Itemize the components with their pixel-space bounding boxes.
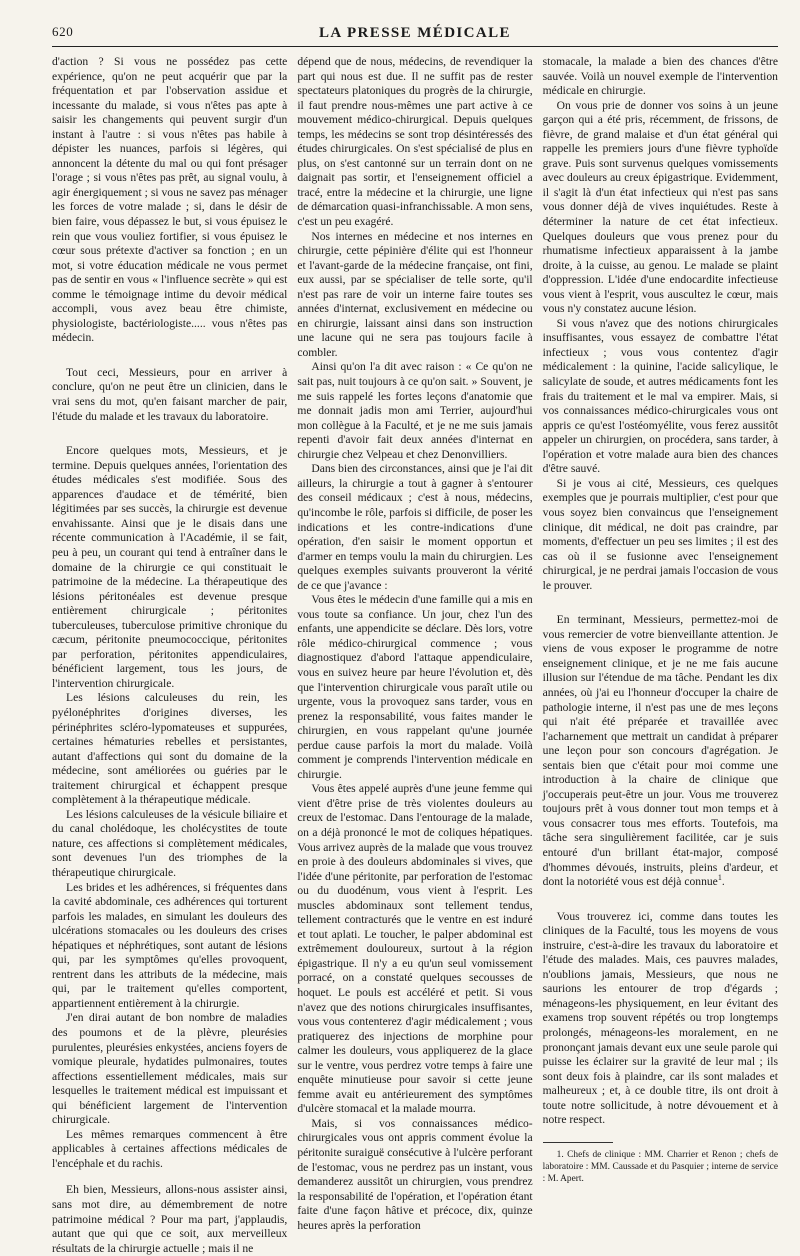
column-left bbox=[52, 55, 287, 1256]
paragraph-text: d'action ? Si vous ne possédez pas cette expérience, qu'on ne peut acquérir que par la fréquentation et par l'observation assidue et incessante du malade, si vous n'êtes pas apte à saisir les changements qui peuvent surgir d'un instant à l'autre : si vous n'êtes pas habile à dépister les nuances, parfois si légères, qui annoncent la détente du mal ou qui font présager l'orage ; si vous n'êtes pas prêt, au signal voulu, à agir énergiquement ; si vous ne savez pas ménager les forces de votre malade ; si, dans le désir de bien faire, vous dépassez le but, si vous épuisez le rein que vous vouliez fortifier, si vous épuisez le cœur sous prétexte d'activer sa fonction ; en un mot, si votre éducation médicale ne vous permet pas de sentir en vous « l'influence secrète » qui est comme le témoignage intime du devoir médical accompli, vous avez beau être chimiste, physiologiste, bactériologiste..... vous n'êtes pas médecin. bbox=[52, 55, 288, 345]
paragraph-text: dépend que de nous, médecins, de revendiquer la part qui nous est due. Il ne suffit pas de rester spectateurs platoniques du progrès de la chirurgie, il faut prendre nous-mêmes une part active à ce mouvement médico-chirurgical. Depuis quelques temps, les médecins se sont trop désintéressés des études chirurgicales. On s'est spécialisé de plus en plus, on s'est cantonné sur un terrain dont on ne daignait pas sortir, et l'enseignement officiel a tracé, entre la médecine et la chirurgie, une ligne de démarcation quasi-infranchissable. A mon sens, c'est un peu exagéré. bbox=[297, 55, 533, 229]
paragraph bbox=[297, 230, 532, 361]
paragraph-text: Tout ceci, Messieurs, pour en arriver à conclure, qu'on ne peut être un clinicien, dans le vrai sens du mot, qu'en faisant marcher de pair, l'étude du malade et les travaux du laboratoire. bbox=[52, 365, 288, 423]
page-number: 620 bbox=[52, 24, 74, 39]
article-columns bbox=[52, 55, 778, 1256]
paragraph bbox=[543, 55, 778, 99]
paragraph bbox=[297, 360, 532, 462]
column-right bbox=[543, 55, 778, 1256]
paragraph-text: Les mêmes remarques commencent à être applicables à certaines affections médicales de l'encéphale et du rachis. bbox=[52, 1127, 288, 1170]
paragraph bbox=[543, 477, 778, 593]
paragraph bbox=[52, 691, 287, 807]
paragraph-text: Vous êtes appelé auprès d'une jeune femme qui vient d'être prise de très violentes douleurs au creux de l'estomac. Dans l'entourage de la malade, on a déjà prononcé le mot de coliques hépatiques. Vous arrivez auprès de la malade que vous trouvez en proie à des douleurs abdominales si vives, que l'idée d'une péritonite, par perforation de l'estomac ou du duodénum, vous vient à l'esprit. Les muscles abdominaux sont tellement tendus, tellement contracturés que le ventre en est induré et tout aplati. Le toucher, le palper abdominal est extrêmement douloureux, surtout à la région épigastrique. Il n'y a eu qu'un seul vomissement porracé, on a constaté quelques secousses de hoquet. Le pouls est accéléré et petit. Si vous n'avez que des notions chirurgicales insuffisantes, vous vous contenterez d'agir médicalement ; vous pratiquerez des injections de morphine pour calmer les douleurs, vous appliquerez de la glace sur le ventre, vous perdrez votre temps à faire une enquête minutieuse pour savoir si cette jeune femme avait eu antérieurement des symptômes d'ulcère stomacal et la malade mourra. bbox=[297, 782, 533, 1116]
footnote-rule bbox=[543, 1142, 613, 1143]
paragraph: En terminant, Messieurs, permettez-moi de vous remercier de votre bienveillante attention. Je viens de vous exposer le programme de notre enseignement clinique, et je ne me fais aucune illusion sur l'étendue de ma tâche. Pendant les dix années, où j'ai eu l'honneur d'occuper la chaire de pathologie interne, il n'est pas une de mes leçons qui n'ait été préparée et travaillée avec l'acharnement que mettrait un candidat à préparer une leçon pour son concours d'agrégation. Je sentais bien que c'était pour moi comme une introduction à la chaire de clinique que j'occuperais peut-être un jour. Vous me trouverez toujours prêt à vous donner tout mon temps et à vous consacrer tous mes efforts. Toutefois, ma tâche sera singulièrement facilitée, car je suis entouré d'un brillant état-major, composé d'hommes dévoués, instruits, pleins d'ardeur, et dont la notoriété vous est déjà connue$^1$. bbox=[542, 613, 778, 889]
paragraph-text: Vous trouverez ici, comme dans toutes les cliniques de la Faculté, tous les moyens de vous instruire, c'est-à-dire les travaux du laboratoire et l'étude des malades. Mais, ces pauvres malades, n'oublions jamais, Messieurs, que nous ne saurions les entourer de trop d'égards ; ménageons-les physiquement, en leur évitant des examens trop souvent répétés ou trop longtemps prolongés, ménageons-les moralement, en ne prononçant jamais devant eux une seule parole qui puisse les éclairer sur la gravité de leur mal ; ils sont deux fois à plaindre, car ils sont malades et malheureux ; et, à ce double titre, ils ont droit à toute notre sollicitude, à notre dévouement et à notre respect. bbox=[542, 909, 778, 1127]
paragraph bbox=[543, 910, 778, 1128]
paragraph-text: En terminant, Messieurs, permettez-moi de vous remercier de votre bienveillante attention. Je viens de vous exposer le programme de notre enseignement clinique, et je ne me fais aucune illusion sur l'étendue de ma tâche. Pendant les dix années, où j'ai eu l'honneur d'occuper la chaire de pathologie interne, il n'est pas une de mes leçons qui n'ait été préparée et travaillée avec l'acharnement que mettrait un candidat à préparer une leçon pour son concours d'agrégation. Je sentais bien que c'était pour moi comme une introduction à la chaire de clinique que j'occuperais peut-être un jour. Vous me trouverez toujours prêt à vous donner tout mon temps et à vous consacrer tous mes efforts. Toutefois, ma tâche sera singulièrement facilitée, car je suis entouré d'un brillant état-major, composé d'hommes dévoués, instruits, pleins d'ardeur, et dont la notoriété vous est déjà connue bbox=[542, 613, 778, 889]
paragraph-text: stomacale, la malade a bien des chances d'être sauvée. Voilà un nouvel exemple de l'intervention médicale en chirurgie. bbox=[542, 55, 778, 98]
paragraph bbox=[543, 99, 778, 317]
paragraph-text: Dans bien des circonstances, ainsi que je l'ai dit ailleurs, la chirurgie a tout à gagner à s'entourer des conseil médicaux ; c'est à nous, médecins, qu'incombe le rôle, parfois si difficile, de poser les indications et les contre-indications d'une opération, d'en saisir le moment opportun et d'armer en temps voulu la main du chirurgien. Les quelques exemples suivants prouveront la vérité de ce que j'avance : bbox=[297, 462, 533, 592]
paragraph-text: Nos internes en médecine et nos internes en chirurgie, cette pépinière d'élite qui est l'honneur et l'avant-garde de la médecine française, ont fini, eux aussi, par se spécialiser de telle sorte, qu'il n'est pas rare de voir un interne faire toutes ses années d'internat, exclusivement en médecine ou en chirurgie, laissant ainsi dans son instruction une lacune qui ne sera pas toujours facile à combler. bbox=[297, 229, 533, 359]
paragraph-text: J'en dirai autant de bon nombre de maladies des poumons et de la plèvre, pleurésies purulentes, pleurésies enkystées, anciens foyers de vomique pleurale, hydatides pulmonaires, toutes affections essentiellement médicales, mais sur lesquelles le traitement médical est impuissant et qui bénéficient largement de l'intervention chirurgicale. bbox=[52, 1011, 288, 1127]
header-rule bbox=[52, 46, 778, 47]
paragraph bbox=[297, 1117, 532, 1233]
paragraph bbox=[297, 55, 532, 230]
paragraph-text: On vous prie de donner vos soins à un jeune garçon qui a été pris, récemment, de frissons, de fièvre, de grand malaise et d'un état général qui rappelle les premiers jours d'une fièvre typhoïde grave. Puis sont survenus quelques vomissements avec douleurs au creux épigastrique. Evidemment, il s'agit là d'un état infectieux qui n'est pas sans vous donner déjà de vives inquiétudes. Reste à déterminer la nature de cet état infectieux. Quelques douleurs que vous prenez pour du rhumatisme infectieux apparaissent à la jambe droite, à la cuisse, au genou. Le malade se plaint d'oppression. L'idée d'une endocardite infectieuse vous vient à l'esprit, vous auscultez le cœur, mais vous n'y constatez aucune lésion. bbox=[542, 98, 778, 316]
paragraph-text: Les lésions calculeuses de la vésicule biliaire et du canal cholédoque, les cholécystites de toute nature, ces affections si complètement médicales, sont devenues l'un des triomphes de la thérapeutique chirurgicale. bbox=[52, 807, 288, 879]
footnote: 1. Chefs de clinique : MM. Charrier et Renon ; chefs de laboratoire : MM. Caussade et du Pasquier ; interne de service : M. Apert. bbox=[542, 1149, 778, 1184]
paragraph bbox=[52, 366, 287, 424]
paragraph bbox=[52, 881, 287, 1012]
page-header bbox=[52, 20, 778, 42]
paragraph bbox=[52, 1011, 287, 1127]
paragraph-text: Vous êtes le médecin d'une famille qui a mis en vous toute sa confiance. Un jour, chez l'un des enfants, une appendicite se déclare. Dès lors, votre rôle médico-chirurgical commence ; vous diagnostiquez d'abord l'attaque appendiculaire, vous en suivez heure par heure l'évolution et, dès que l'intervention chirurgicale vous paraît utile ou urgente, vous la provoquez sans tarder, vous en prenez la responsabilité, vous faites mander le chirurgien, en vous rappelant qu'une journée perdue cause parfois la mort du malade. Voilà comment je comprends l'intervention médicale en chirurgie. bbox=[297, 593, 533, 781]
paragraph-text: Encore quelques mots, Messieurs, et je termine. Depuis quelques années, l'orientation des études médicales s'est modifiée. Sous des apparences d'audace et de témérité, bien légitimées par ses succès, la chirurgie est devenue envahissante. Ainsi que je le disais dans une récente communication à l'Académie, il se fait, peu à peu, un courant qui tend à entraîner dans le domaine de la chirurgie ce qui constituait le patrimoine de la médecine. La thérapeutique des lésions péritonéales est devenue presque entièrement chirurgicale ; péritonites tuberculeuses, tuberculose primitive chronique du cæcum, péritonite pneumococcique, péritonites par perforation, péritonites appendiculaires, bénéficient largement, tous les jours, de l'intervention chirurgicale. bbox=[52, 444, 288, 690]
paragraph-text: Les lésions calculeuses du rein, les pyélonéphrites d'origines diverses, les périnéphrites scléro-lypomateuses et suppurées, certaines hématuries rebelles et persistantes, autant d'affections qui sont du domaine de la médecine, sont améliorées ou guéries par le traitement chirurgical et échappent presque complètement à la thérapeutique médicale. bbox=[52, 691, 288, 807]
footnote-marker[interactable]: 1 bbox=[717, 873, 722, 883]
paragraph-text: Eh bien, Messieurs, allons-nous assister ainsi, sans mot dire, au démembrement de notre patrimoine médical ? Pour ma part, j'applaudis, autant que qui que ce soit, aux merveilleux résultats de la chirurgie actuelle ; mais il ne bbox=[52, 1183, 288, 1255]
paragraph-text: Si vous n'avez que des notions chirurgicales insuffisantes, vous essayez de combattre l'état infectieux ; vous vous contentez d'agir médicalement : la quinine, l'acide salicylique, le salicylate de soude, et autres médicaments font les frais du traitement et le mal va empirer. Mais, si vos connaissances médico-chirurgicales vous ont appris ce qu'est l'ostéomyélite, vous ferez aussitôt appeler un chirurgien, on procédera, sans tarder, à l'opération et votre malade aura bien des chances d'être sauvé. bbox=[542, 316, 778, 476]
paragraph-text: Ainsi qu'on l'a dit avec raison : « Ce qu'on ne sait pas, nuit toujours à ce qu'on sait. » Souvent, je me suis rappelé les fortes leçons d'anatomie que me donnait jadis mon ami Terrier, aujourd'hui mon collègue à la Faculté, et je ne me suis jamais repenti d'avoir fait deux années d'internat en chirurgie chez Velpeau et chez Denonvilliers. bbox=[297, 360, 533, 461]
paragraph bbox=[297, 593, 532, 782]
paragraph bbox=[52, 1183, 287, 1256]
paragraph bbox=[543, 317, 778, 477]
journal-title: LA PRESSE MÉDICALE bbox=[319, 25, 511, 41]
paragraph bbox=[52, 444, 287, 691]
paragraph bbox=[297, 462, 532, 593]
paragraph-text: Si je vous ai cité, Messieurs, ces quelques exemples que je pourrais multiplier, c'est pour que vous soyez bien convaincus que l'enseignement clinique, dit médical, ne doit pas craindre, par moments, d'effectuer un peu ses limites ; il est des cas où il se fusionne avec l'enseignement chirurgical, je ne perdrai jamais l'occasion de vous le prouver. bbox=[542, 476, 778, 592]
paragraph bbox=[52, 55, 287, 346]
paragraph bbox=[297, 782, 532, 1117]
paragraph bbox=[52, 808, 287, 881]
paragraph bbox=[52, 1128, 287, 1172]
column-middle bbox=[297, 55, 532, 1256]
paragraph-text: Les brides et les adhérences, si fréquentes dans la cavité abdominale, ces adhérences qui torturent parfois les malades, en simulant les douleurs des ulcérations stomacales ou les douleurs des crises hépatiques et néphrétiques, sont autant de lésions qui, par les symptômes qu'elles provoquent, rentrent dans les attributs de la médecine, mais qui, par le traitement qu'elles comportent, appartiennent entièrement à la chirurgie. bbox=[52, 880, 288, 1010]
paragraph-text: Mais, si vos connaissances médico-chirurgicales vous ont appris comment évolue la péritonite suraiguë consécutive à l'ulcère perforant de l'estomac, vous ne perdrez pas un instant, vous demanderez aussitôt un chirurgien, vous prendrez la responsabilité de l'opération, et l'opération étant faite d'une façon hâtive et précoce, dix, quinze heures après la perforation bbox=[297, 1116, 533, 1232]
